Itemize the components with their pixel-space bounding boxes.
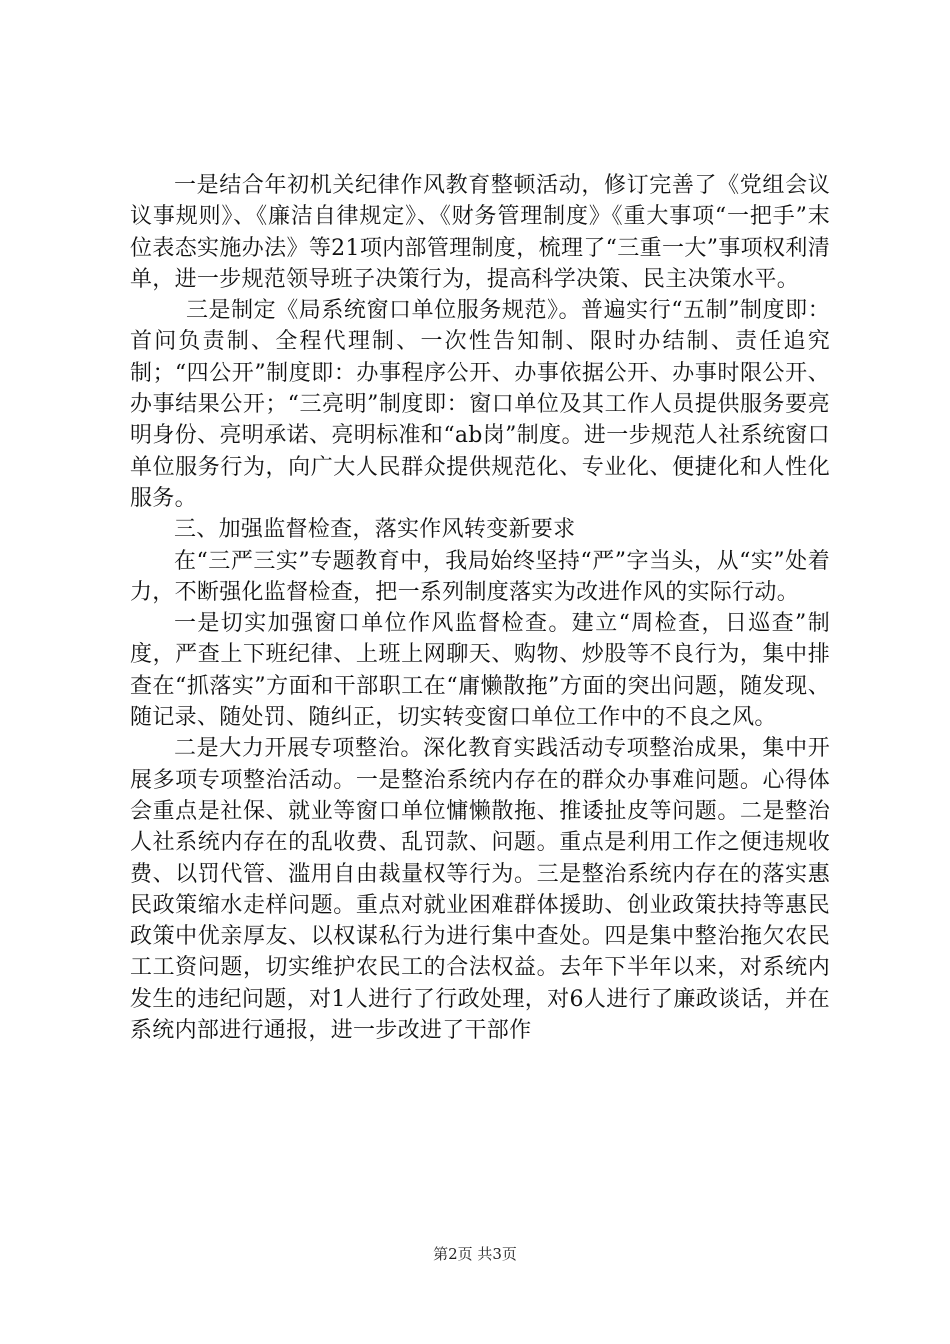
paragraph-window-inspection: 一是切实加强窗口单位作风监督检查。建立“周检查，日巡查”制度，严查上下班纪律、上班上网聊天、购物、炒股等不良行为，集中排查在“抓落实”方面和干部职工在“庸懒散拖”方面的突出问题，随发现、随记录、随处罚、随纠正，切实转变窗口单位工作中的不良之风。 [130,611,830,731]
paragraph-rules-revision: 一是结合年初机关纪律作风教育整顿活动，修订完善了《党组会议议事规则》、《廉洁自律规定》、《财务管理制度》《重大事项“一把手”末位表态实施办法》等21项内部管理制度，梳理了“三重一大”事项权利清单，进一步规范领导班子决策行为，提高科学决策、民主决策水平。 [130,173,830,292]
paragraph-special-rectification: 二是大力开展专项整治。深化教育实践活动专项整治成果，集中开展多项专项整治活动。一是整治系统内存在的群众办事难问题。心得体会重点是社保、就业等窗口单位慵懒散拖、推诿扯皮等问题。二是整治人社系统内存在的乱收费、乱罚款、问题。重点是利用工作之便违规收费、以罚代管、滥用自由裁量权等行为。三是整治系统内存在的落实惠民政策缩水走样问题。重点对就业困难群体援助、创业政策扶持等惠民政策中优亲厚友、以权谋私行为进行集中查处。四是集中整治拖欠农民工工资问题，切实维护农民工的合法权益。去年下半年以来，对系统内发生的违纪问题，对1人进行了行政处理，对6人进行了廉政谈话，并在系统内部进行通报，进一步改进了干部作 [130,736,830,1044]
page-number-footer: 第2页 共3页 [433,1245,517,1263]
section-heading-supervision: 三、加强监督检查，落实作风转变新要求 [174,517,576,543]
document-body [130,170,830,1046]
paragraph-three-stricts: 在“三严三实”专题教育中，我局始终坚持“严”字当头，从“实”处着力，不断强化监督检查，把一系列制度落实为改进作风的实际行动。 [130,548,830,605]
paragraph-window-service-norms: 三是制定《局系统窗口单位服务规范》。普遍实行“五制”制度即：首问负责制、全程代理制、一次性告知制、限时办结制、责任追究制；“四公开”制度即：办事程序公开、办事依据公开、办事时限公开、办事结果公开；“三亮明”制度即：窗口单位及其工作人员提供服务要亮明身份、亮明承诺、亮明标准和“ab岗”制度。进一步规范人社系统窗口单位服务行为，向广大人民群众提供规范化、专业化、便捷化和人性化服务。 [130,298,830,511]
